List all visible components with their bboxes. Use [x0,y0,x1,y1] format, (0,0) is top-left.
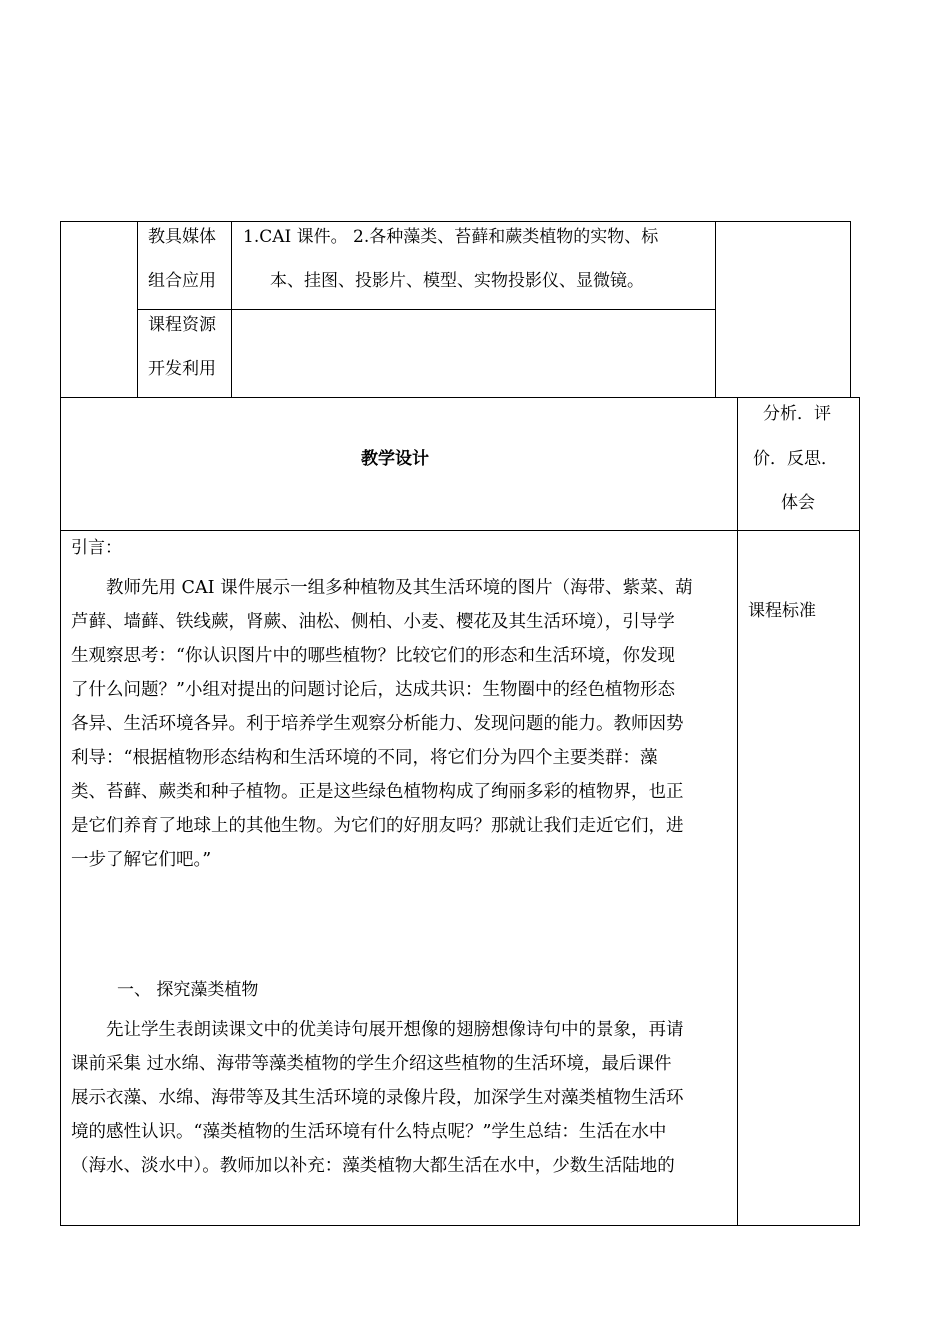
intro-line: 利导：“根据植物形态结构和生活环境的不同，将它们分为四个主要类群：藻 [71,748,658,768]
resource-label-line1: 课程资源 [148,315,216,335]
top-table-border-top [60,221,851,222]
media-content-line1: 1.CAI 课件。 2.各种藻类、苔藓和蕨类植物的实物、标 [243,227,659,247]
media-label-line2: 组合应用 [148,271,216,291]
intro-line: 生观察思考：“你认识图片中的哪些植物？比较它们的形态和生活环境，你发现 [71,646,675,666]
section-heading: 一、 探究藻类植物 [117,980,259,1000]
intro-line: 了什么问题？”小组对提出的问题讨论后，达成共识：生物圈中的经色植物形态 [71,680,675,700]
section-line: 展示衣藻、水绵、海带等及其生活环境的录像片段，加深学生对藻类植物生活环 [71,1088,684,1108]
analysis-label-line3: 体会 [781,493,815,513]
intro-line: 教师先用 CAI 课件展示一组多种植物及其生活环境的图片（海带、紫菜、葫 [71,578,693,598]
intro-line: 芦藓、墙藓、铁线蕨，肾蕨、油松、侧柏、小麦、樱花及其生活环境），引导学 [71,612,675,632]
design-table-border-bottom [60,1225,860,1226]
analysis-label-line2: 价．反思． [753,449,838,469]
design-table-header-divider [60,530,860,531]
section-line: （海水、淡水中）。教师加以补充：藻类植物大都生活在水中，少数生活陆地的 [71,1156,675,1176]
intro-paragraph [71,571,727,877]
resource-label-line2: 开发利用 [148,359,216,379]
section-paragraph [71,1013,727,1183]
design-table-col-divider [737,397,738,1226]
section-line: 境的感性认识。“藻类植物的生活环境有什么特点呢？”学生总结：生活在水中 [71,1122,667,1142]
intro-line: 一步了解它们吧。” [71,850,212,870]
media-content-line2: 本、挂图、投影片、模型、实物投影仪、显微镜。 [270,271,644,291]
section-line: 课前采集 过水绵、海带等藻类植物的学生介绍这些植物的生活环境，最后课件 [71,1054,672,1074]
design-table-border-left [60,397,61,1226]
design-table-border-top [60,397,860,398]
top-table-border-right [850,221,851,397]
top-table-border-left [60,221,61,397]
top-table-row-divider [137,309,716,310]
side-note: 课程标准 [748,601,816,621]
intro-line: 类、苔藓、蕨类和种子植物。正是这些绿色植物构成了绚丽多彩的植物界，也正 [71,782,684,802]
design-table-border-right [859,397,860,1226]
analysis-label-line1: 分析．评 [763,404,831,424]
design-title: 教学设计 [361,449,429,469]
media-label-line1: 教具媒体 [148,227,216,247]
section-line: 先让学生表朗读课文中的优美诗句展开想像的翅膀想像诗句中的景象，再请 [71,1020,684,1040]
intro-label: 引言： [71,538,122,558]
intro-line: 是它们养育了地球上的其他生物。为它们的好朋友吗？那就让我们走近它们，进 [71,816,684,836]
intro-line: 各异、生活环境各异。利于培养学生观察分析能力、发现问题的能力。教师因势 [71,714,684,734]
